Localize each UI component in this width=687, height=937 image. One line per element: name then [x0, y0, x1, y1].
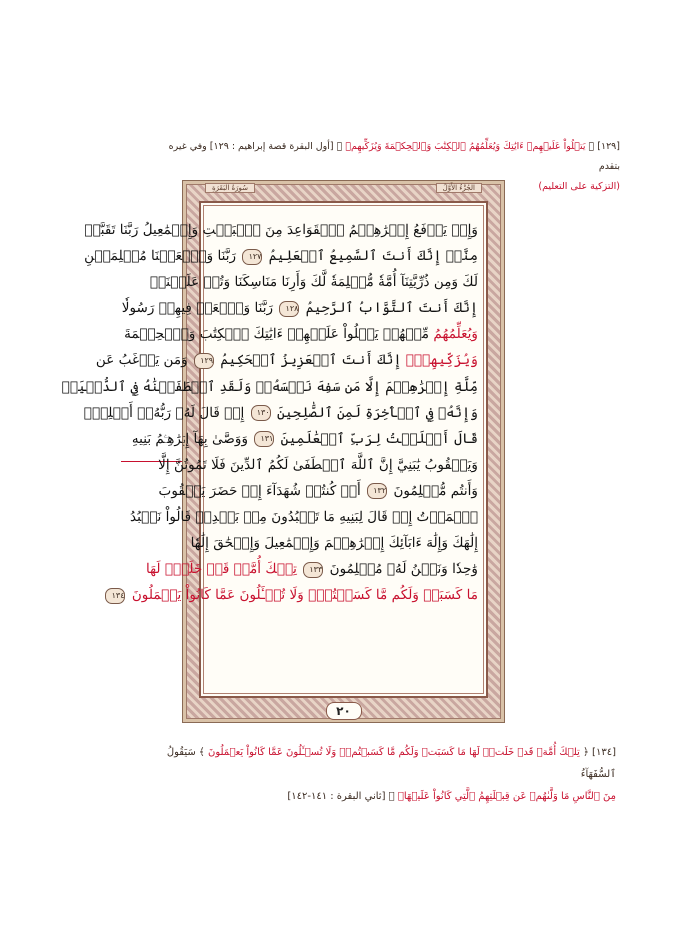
- verse-lines: [61, 217, 478, 690]
- verse-line: [129, 504, 478, 530]
- verse-line: [121, 295, 478, 321]
- mushaf-page-frame: [61, 180, 505, 723]
- verse-line: [158, 452, 478, 478]
- verse-text: وَإِنَّهُۥ فِي ٱلۡأٓخِرَةِ لَمِنَ ٱلصَّٰلِحِينَ: [276, 404, 478, 421]
- verse-line: [149, 269, 478, 295]
- verse-text: وَيَعۡقُوبُ يَٰبَنِيَّ إِنَّ ٱللَّهَ ٱصۡطَفَىٰ لَكُمُ ٱلدِّينَ فَلَا تَمُوتُنَّ إِلَّا: [158, 456, 478, 473]
- ayah-number-marker: ١٣١: [254, 431, 274, 447]
- verse-line: [158, 478, 478, 504]
- verse-line: [131, 426, 478, 452]
- verse-line: [83, 400, 478, 426]
- verse-line: [61, 374, 478, 400]
- top-annotation-prefix: [١٢٩] ﴿: [588, 141, 620, 152]
- ayah-number-marker: ١٣٤: [105, 588, 125, 604]
- text-panel: [61, 201, 488, 698]
- verse-line: [95, 347, 478, 373]
- verse-text: مِنَّآۖ إِنَّكَ أَنتَ ٱلسَّمِيعُ ٱلۡعَلِيمُ: [268, 248, 478, 265]
- bottom-annotation-verse-2: مِنَ ٱلنَّاسِ مَا وَلَّىٰهُمۡ عَن قِبۡلَتِهِمُ ٱلَّتِي كَانُواْ عَلَيۡهَاۚ: [397, 791, 616, 802]
- surah-name-header: سُورَةُ البَقَرَةِ: [205, 183, 255, 193]
- highlighted-word: وَيُزَكِّيهِمۡۖ: [405, 352, 478, 369]
- top-annotation-line-2: (التزكية على التعليم): [538, 181, 620, 192]
- bottom-annotation: [138, 742, 616, 808]
- verse-text: ٱلۡمَوۡتُ إِذۡ قَالَ لِبَنِيهِ مَا تَعۡبُدُونَ مِنۢ بَعۡدِيۖ قَالُواْ نَعۡبُدُ: [129, 509, 478, 526]
- bottom-annotation-line-1: [138, 742, 616, 786]
- ayah-number-marker: ١٢٧: [242, 249, 262, 265]
- verse-text: مِّنۡهُمۡ يَتۡلُواْ عَلَيۡهِمۡ ءَايَٰتِكَ: [253, 326, 430, 343]
- verse-text: لَكَ وَمِن ذُرِّيَّتِنَآ أُمَّةٗ مُّسۡلِمَةٗ لَّكَ وَأَرِنَا مَنَاسِكَنَا وَتُبۡ عَلَيۡنَآۖ: [149, 274, 478, 291]
- highlighted-word: وَيُعَلِّمُهُمُ: [433, 326, 478, 343]
- page-number: ٢٠: [326, 702, 362, 720]
- verse-text: وَوَصَّىٰ بِهَآ إِبۡرَٰهِـۧمُ بَنِيهِ: [131, 430, 249, 447]
- verse-text: وَمَن يَرۡغَبُ عَن: [95, 352, 188, 369]
- verse-line: [84, 243, 478, 269]
- bottom-annotation-line-2: [138, 786, 616, 808]
- bottom-annotation-verse: تِلۡكَ أُمَّةٞ قَدۡ خَلَتۡۖ لَهَا مَا كَسَبَتۡ وَلَكُم مَّا كَسَبۡتُمۡۖ وَلَا تُسۡـَٔلُونَ عَمَّا كَانُواْ يَعۡمَلُونَ: [207, 747, 580, 758]
- verse-text: مِّلَّةِ إِبۡرَٰهِـۧمَ إِلَّا مَن سَفِهَ نَفۡسَهُۥۚ وَلَقَدِ ٱصۡطَفَيۡنَٰهُ فِي ٱلدُّنۡيَاۖ: [61, 378, 478, 395]
- verse-text: وَٰحِدٗا وَنَحۡنُ لَهُۥ مُسۡلِمُونَ: [329, 561, 478, 578]
- verse-text: وَإِذۡ يَرۡفَعُ إِبۡرَٰهِـۧمُ ٱلۡقَوَاعِدَ مِنَ ٱلۡبَيۡتِ وَإِسۡمَٰعِيلُ رَبَّنَا تَقَبَّلۡ: [84, 222, 478, 238]
- verse-text: أَمۡ كُنتُمۡ شُهَدَآءَ إِذۡ حَضَرَ يَعۡقُوبَ: [158, 482, 361, 499]
- verse-text: رَبَّنَا وَٱبۡعَثۡ فِيهِمۡ رَسُولٗا: [121, 300, 274, 317]
- verse-text: رَبَّنَا وَٱجۡعَلۡنَا مُسۡلِمَيۡنِ: [84, 248, 237, 265]
- highlighted-verse: تِلۡكَ أُمَّةٞ قَدۡ خَلَتۡۖ لَهَا: [145, 561, 297, 578]
- verse-line: [111, 582, 478, 608]
- top-annotation-verse: يَتۡلُواْ عَلَيۡهِمۡ ءَايَٰتِكَ وَيُعَلِّمُهُمُ ٱلۡكِتَٰبَ وَٱلۡحِكۡمَةَ وَيُزَكِّيهِمۡ: [345, 141, 586, 152]
- highlighted-verse: مَا كَسَبَتۡ وَلَكُم مَّا كَسَبۡتُمۡۖ وَلَا تُسۡـَٔلُونَ عَمَّا كَانُواْ يَعۡمَلُونَ: [131, 587, 478, 604]
- bottom-annotation-prefix: [١٣٤] ﴿: [583, 747, 616, 758]
- verse-text: قَالَ أَسۡلَمۡتُ لِرَبِّ ٱلۡعَٰلَمِينَ: [280, 430, 478, 447]
- bottom-annotation-reference: ﴾ [ثاني البقرة : ١٤١-١٤٢]: [287, 791, 395, 802]
- top-annotation-suffix: ﴾ [أول البقرة قصة إبراهيم : ١٢٩] وفي غيره بتقدم: [168, 141, 620, 172]
- verse-line: [84, 217, 478, 243]
- ayah-number-marker: ١٣٣: [303, 562, 323, 578]
- verse-line: [145, 556, 478, 582]
- ayah-number-marker: ١٣٢: [367, 483, 387, 499]
- ayah-number-marker: ١٢٨: [279, 301, 299, 317]
- ayah-number-marker: ١٢٩: [194, 353, 214, 369]
- bottom-annotation-middle: ﴾ سَيَقُولُ ٱلسُّفَهَآءُ: [166, 747, 616, 780]
- verse-line: [190, 530, 478, 556]
- verse-line: [124, 321, 478, 347]
- verse-text: إِنَّكَ أَنتَ ٱلۡعَزِيزُ ٱلۡحَكِيمُ: [220, 352, 402, 369]
- juz-header: الجُزْءُ الأَوَّلُ: [436, 183, 482, 193]
- verse-text: إِذۡ قَالَ لَهُۥ رَبُّهُۥٓ أَسۡلِمۡۖ: [83, 404, 245, 421]
- verse-text: وَأَنتُم مُّسۡلِمُونَ: [393, 482, 478, 499]
- ayah-number-marker: ١٣٠: [251, 405, 271, 421]
- top-annotation-line-1: [150, 137, 620, 177]
- verse-text: إِلَٰهَكَ وَإِلَٰهَ ءَابَآئِكَ إِبۡرَٰهِـۧمَ وَإِسۡمَٰعِيلَ وَإِسۡحَٰقَ إِلَٰهٗا: [190, 535, 478, 552]
- verse-text: ٱلۡكِتَٰبَ وَٱلۡحِكۡمَةَ: [124, 326, 250, 343]
- verse-text: إِنَّكَ أَنتَ ٱلتَّوَّابُ ٱلرَّحِيمُ: [305, 300, 478, 317]
